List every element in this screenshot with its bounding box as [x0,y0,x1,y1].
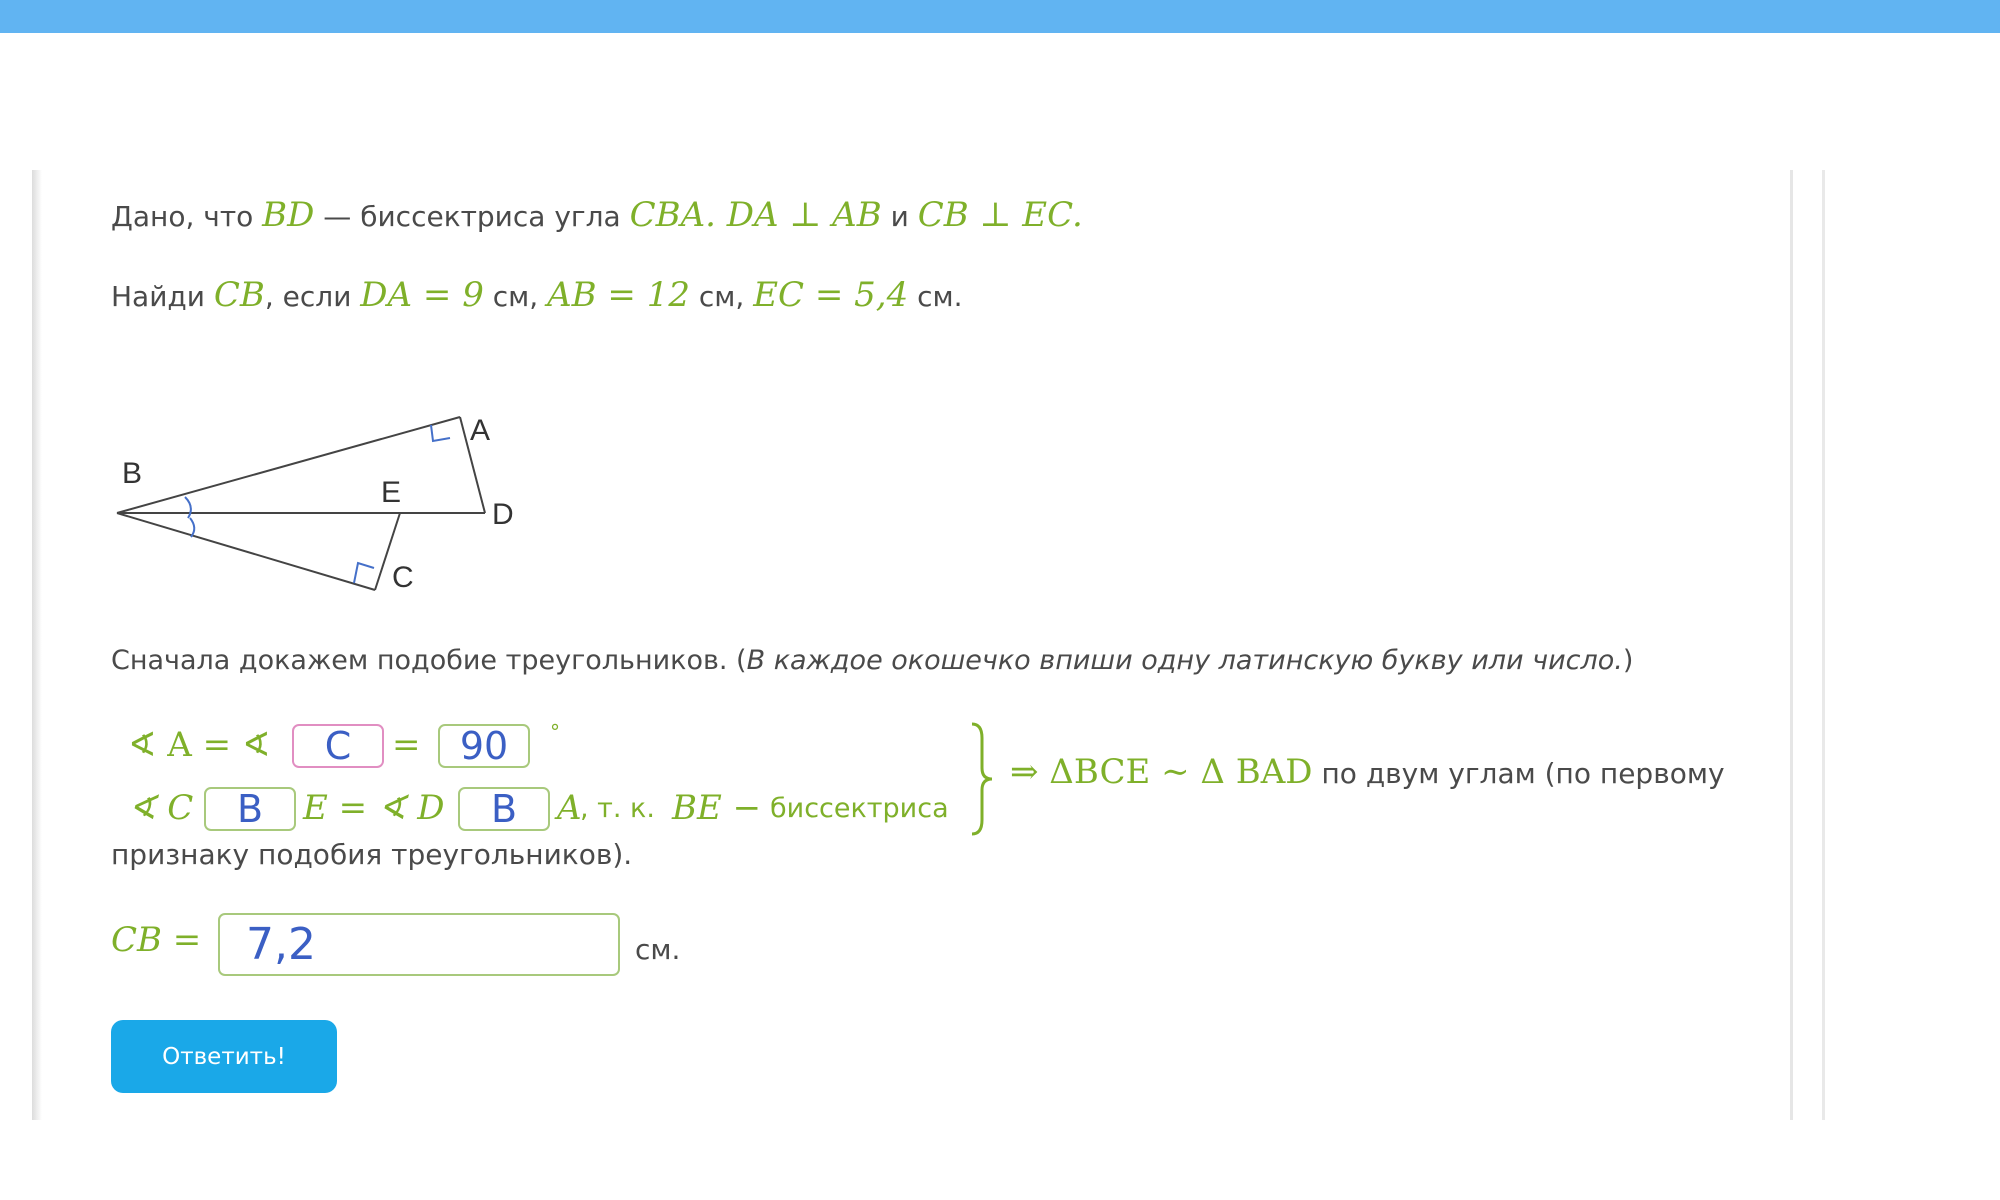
math-cba: CBA [629,195,706,235]
similarity-statement: ⇒ ΔBCE ∼ Δ BAD [1010,752,1313,792]
problem-text: см, [689,280,754,313]
math-da-perp-ab: DA ⊥ AB [726,195,882,235]
problem-text: Дано, что [111,200,263,233]
problem-text: и [881,200,918,233]
segment-bc [117,513,375,590]
problem-line-1 [111,195,1083,235]
degree-sign: ° [550,720,560,744]
cb-label: CB = [111,920,202,960]
math-da: DA = 9 [360,275,484,315]
top-bar [0,0,2000,33]
right-angle-mark-c [354,563,374,583]
math-ab: AB = 12 [547,275,690,315]
panel-border-right-outer [1822,170,1825,1120]
proof-conclusion-2 [111,838,632,871]
panel-border-left [32,170,42,1120]
proof-row2-a: A [557,788,582,828]
cb-answer-input[interactable] [218,913,620,976]
instruction-italic: В каждое окошечко впиши одну латинскую букву или число. [746,645,1623,676]
submit-answer-button[interactable]: Ответить! [111,1020,337,1093]
proof-row2-mid: E = ∢ D [303,788,445,828]
math-ec: EC = 5,4 [753,275,909,315]
problem-text: Найди [111,280,214,313]
problem-text: , если [264,280,361,313]
point-label-e: E [381,476,402,509]
math-sep: . [705,195,727,235]
angle-degree-box[interactable]: 90 [438,724,530,768]
conclusion-text-2: признаку подобия треугольников). [111,838,633,871]
angle-letter-box-3[interactable]: B [458,787,550,831]
point-label-c: C [392,561,414,594]
point-label-a: A [470,414,491,447]
proof-row2-be: BE − [672,788,762,828]
math-end: . [1071,195,1083,235]
point-label-d: D [492,498,514,531]
proof-row2-text: , т. к. [580,793,655,824]
math-cb: CB [213,275,265,315]
instruction-text: Сначала докажем подобие треугольников. ( [111,645,747,676]
problem-text: см, [483,280,548,313]
proof-row2-angle1: ∢ C [128,788,194,828]
panel-border-right [1790,170,1793,1120]
angle-letter-box-2[interactable]: B [204,787,296,831]
math-cb-perp-ec: CB ⊥ EC [917,195,1072,235]
proof-row1-eq: = [392,725,421,765]
angle-letter-box-1[interactable]: C [292,724,384,768]
point-label-b: B [122,457,143,490]
problem-text: — биссектриса угла [314,200,630,233]
right-angle-mark-a [431,425,450,441]
curly-brace [968,720,998,838]
triangle-diagram [100,400,540,610]
segment-ba [117,417,460,513]
proof-row1-left: ∢ A = ∢ [128,725,271,765]
proof-conclusion [1010,752,1725,792]
angle-arc-1 [185,497,191,518]
proof-row2-bisector: биссектриса [770,793,949,824]
problem-text: см. [908,280,963,313]
problem-line-2 [111,275,963,315]
instruction-close: ) [1622,645,1634,676]
math-bd: BD [262,195,315,235]
instruction [111,645,1633,676]
unit-label: см. [635,933,681,966]
conclusion-text: по двум углам (по первому [1312,757,1725,790]
